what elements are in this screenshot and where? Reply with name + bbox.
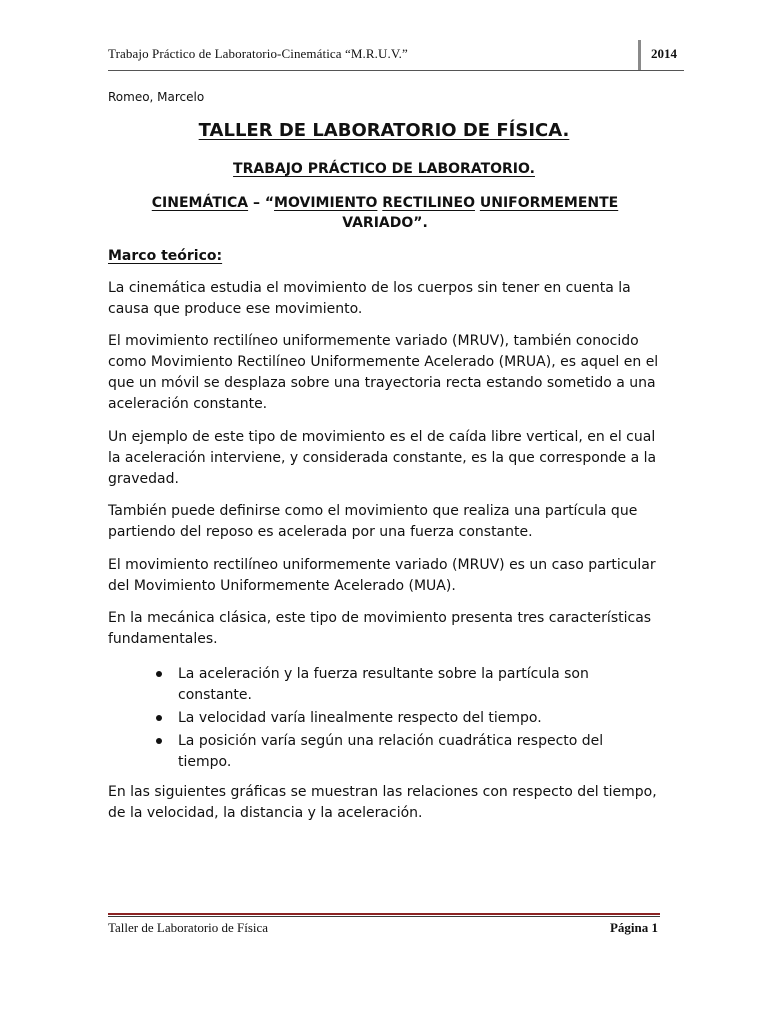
characteristics-list — [108, 664, 668, 775]
list-item-text: La aceleración y la fuerza resultante sobre la partícula son constante. — [178, 666, 589, 703]
author-name: Romeo, Marcelo — [108, 90, 205, 104]
footer-rule — [108, 913, 660, 915]
document-title: TALLER DE LABORATORIO DE FÍSICA. — [198, 120, 570, 141]
topic-title-variado: VARIADO”. — [342, 215, 428, 231]
topic-title — [140, 193, 630, 233]
list-item — [108, 664, 658, 706]
closing-paragraph: En las siguientes gráficas se muestran las relaciones con respecto del tiempo, de la velocidad, la distancia y la aceleración. — [108, 784, 657, 821]
topic-title-dash: – “ — [248, 195, 275, 211]
paragraph-5: El movimiento rectilíneo uniformemente variado (MRUV) es un caso particular del Movimiento Uniformemente Acelerado (MUA). — [108, 557, 656, 594]
header-title: Trabajo Práctico de Laboratorio-Cinemática “M.R.U.V.” — [108, 46, 408, 61]
topic-title-rectilineo: RECTILINEO — [382, 195, 475, 211]
list-item — [108, 708, 658, 729]
list-item-text: La posición varía según una relación cuadrática respecto del tiempo. — [178, 733, 604, 770]
list-item-text: La velocidad varía linealmente respecto del tiempo. — [178, 710, 542, 726]
bullet-icon — [156, 715, 162, 721]
paragraph-6: En la mecánica clásica, este tipo de movimiento presenta tres características fundamentales. — [108, 610, 652, 647]
topic-title-movimiento: MOVIMIENTO — [274, 195, 378, 211]
topic-title-uniformemente: UNIFORMEMENTE — [479, 195, 619, 211]
footer-rule-secondary — [108, 916, 660, 917]
document-subtitle: TRABAJO PRÁCTICO DE LABORATORIO. — [233, 161, 535, 177]
bullet-icon — [156, 671, 162, 677]
paragraph-4: También puede definirse como el movimiento que realiza una partícula que partiendo del reposo es acelerada por una fuerza constante. — [108, 503, 638, 540]
page-header — [108, 40, 684, 70]
page-number: Página 1 — [609, 920, 658, 935]
paragraph-3: Un ejemplo de este tipo de movimiento es el de caída libre vertical, en el cual la aceleración interviene, y considerada constante, es la que corresponde a la gravedad. — [108, 429, 657, 487]
header-rule — [108, 70, 684, 71]
paragraph-2: El movimiento rectilíneo uniformemente variado (MRUV), también conocido como Movimiento Rectilíneo Uniformemente Acelerado (MRUA), es aquel en el que un móvil se desplaza sobre una trayectoria recta estando sometido a una aceleración constante. — [108, 333, 659, 412]
bullet-icon — [156, 738, 162, 744]
list-item — [108, 731, 658, 773]
header-year: 2014 — [651, 46, 677, 61]
header-divider — [638, 40, 641, 70]
footer-course-name: Taller de Laboratorio de Física — [108, 920, 269, 935]
section-heading: Marco teórico: — [108, 248, 223, 264]
paragraph-1: La cinemática estudia el movimiento de los cuerpos sin tener en cuenta la causa que produce ese movimiento. — [108, 280, 631, 317]
topic-title-cinematica: CINEMÁTICA — [151, 195, 249, 211]
